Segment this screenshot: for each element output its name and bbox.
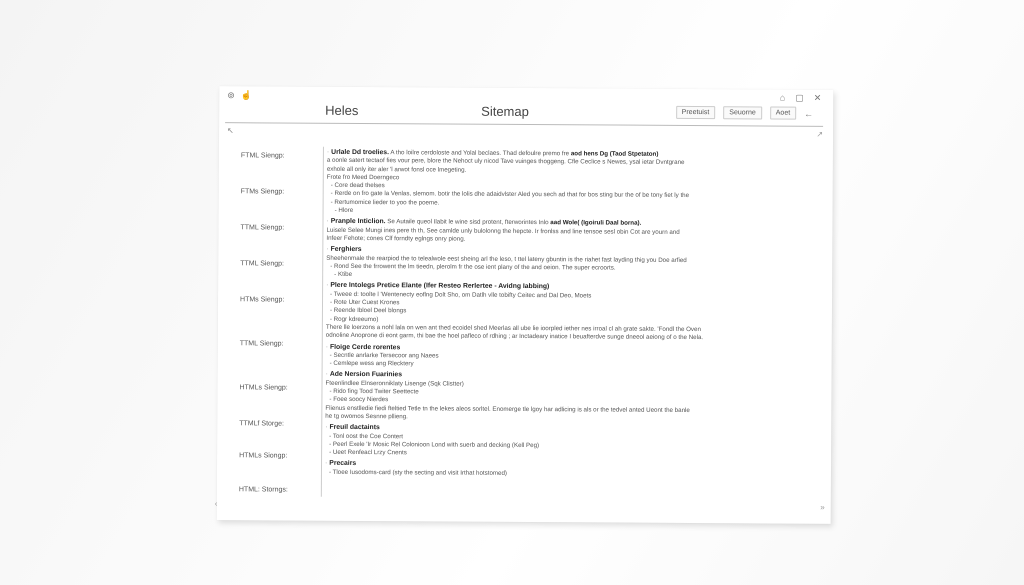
intro-bold: aad Wole( (Igoiruli Daal borna). xyxy=(550,219,642,228)
sitemap-section xyxy=(326,218,816,246)
window-controls xyxy=(780,93,822,103)
next-page-icon[interactable]: » xyxy=(820,502,825,512)
bullet-icon: · xyxy=(325,343,329,351)
sitemap-section xyxy=(326,282,816,343)
list-item: - Tloee Iusodoms-card (sty the secting and visit Irthat hotstomed) xyxy=(328,468,508,477)
paragraph-line: Frote fro Meed Doerngeco xyxy=(326,173,400,182)
close-icon[interactable]: ✕ xyxy=(813,92,822,103)
section-title: Plere Intolegs Pretice Elante (Ifer Resteo Rerlertee - Avidng Iabbing) xyxy=(330,282,550,291)
paragraph-line: a oonle satert tectaof fies vour pere, blore the Nehoct uly nicod Tave vuinges thoggeng. Cfle Ceclice s Newes, ysal ietar Dvntgrane xyxy=(326,157,685,167)
sitemap-section xyxy=(326,246,816,282)
sitemap-content xyxy=(325,149,817,483)
preetuist-button[interactable]: Preetuist xyxy=(676,106,716,119)
list-item: - Rerde on fro gate la Venlas, slemom. botir the lolis dhe adaidvlster Aled you sech ad that for bos sting bur the of be tony fiet ly the xyxy=(330,190,690,200)
row-label[interactable]: HTMLs Siengp: xyxy=(239,384,288,392)
list-item: - Reende Ibloel Deel blongs xyxy=(329,307,407,315)
paragraph-line: Fteenlindlee Elnseronniklaty Lisenge (Sqk Clistter) xyxy=(325,379,464,388)
intro-text: A tho loilre cerdoloste and Yolal beclaes. Thad defoulre premo fre xyxy=(390,149,570,158)
paragraph-line: Sheehenmale the rearpiod the to telealwole eest sheing arl the leso, t ttel lateny gbuntin is the riahet fast layding thig you Doe arfied xyxy=(326,254,687,264)
bullet-icon: · xyxy=(326,148,330,156)
list-item: - Rido fing Tood Twiter Seettecte xyxy=(329,387,419,396)
list-item: - Ueet Renfeacl Lrzy Cnents xyxy=(329,448,407,457)
top-left-icons xyxy=(227,90,252,100)
page-title: Sitemap xyxy=(481,103,529,120)
list-item: - Core dead thelses xyxy=(330,181,385,190)
bullet-icon: · xyxy=(326,282,329,290)
seuorne-button[interactable]: Seuorne xyxy=(723,106,762,119)
row-label[interactable]: FTMs Siengp: xyxy=(240,188,285,196)
paragraph-line: Luisele Selee Mungi ines pere th th, See camlde unly bulolonng the hepcte. Ir fronlss and line tensoe sesl obin Cot are yourn and xyxy=(326,226,680,236)
list-item: - Peerl Exele 'Ir Mosic Rel Colonioon Lond with suerb and decking (Kell Peg) xyxy=(329,440,540,449)
column-divider xyxy=(321,147,324,497)
row-label[interactable]: TTML Siengp: xyxy=(240,260,284,268)
section-intro xyxy=(386,219,642,228)
section-title: Precairs xyxy=(329,460,357,468)
hand-icon[interactable]: ☝ xyxy=(240,90,253,101)
brand-label: Heles xyxy=(325,102,359,118)
paragraph-line: Infeer Fehote; cones Clf forndty eglngs onry piong. xyxy=(326,234,466,243)
list-item: - Cemlepe wess ang Rlecktery xyxy=(329,359,414,368)
bullet-icon: · xyxy=(325,423,328,431)
paragraph-line: exhole all only iter aler 'l arwot fonsl oce lmegeting. xyxy=(326,165,467,174)
list-item: - Rertumomice lieder to yoo the poeme. xyxy=(330,198,440,207)
list-item: - Ktibe xyxy=(334,270,353,279)
sitemap-section xyxy=(325,460,815,480)
restore-icon[interactable]: ▢ xyxy=(795,92,804,103)
list-item: - Secntle anrlarke Tersecoor ang Naees xyxy=(329,351,439,360)
paragraph-line: Flienus enstlledie fiedi fteltied Tetle tn the lekes aleos sorltel. Enomerge tle lgoy har adlicing is als or the tedvel anted Ueont the banle xyxy=(325,404,690,414)
home-icon[interactable]: ⌂ xyxy=(779,92,786,103)
section-intro xyxy=(389,149,658,158)
section-title: Ferghiers xyxy=(330,246,362,254)
expand-arrow-icon[interactable]: ↗ xyxy=(816,129,824,139)
header-buttons xyxy=(676,106,814,120)
row-label[interactable]: TTMLf Storge: xyxy=(239,420,285,428)
list-item: - Rond See the frrowent the lm tieedn, plerolm fr the ose ient plany of the and oeion. The super ecroorts. xyxy=(330,262,616,272)
aoet-button[interactable]: Aoet xyxy=(770,106,796,119)
paragraph-line: odnoline Anoprone di eont garm, thi bae the hoel pafleco of rdhing ; ar Inctadeary inatice I beuafterdve sunge dneeol aeiong of o the Nela. xyxy=(325,332,704,342)
prev-page-icon[interactable]: ‹ xyxy=(214,499,218,509)
bullet-icon: · xyxy=(325,460,328,468)
row-label[interactable]: TTML Siengp: xyxy=(240,224,285,232)
refresh-icon[interactable]: ⊚ xyxy=(227,90,235,101)
list-item: - Tonl oost the Coe Contert xyxy=(329,432,404,440)
list-item: - Rote Uter Cuest Krones xyxy=(329,298,400,307)
paragraph-line: There lle loerzons a nohl lala on wen ant thed ecoidel shed Meerlas all ube lie ioorpled iether nes irroal cl ah grate sakte. 'Fondl the Oven xyxy=(325,323,701,334)
sitemap-section xyxy=(325,371,815,424)
row-label[interactable]: HTMs Siengp: xyxy=(240,296,285,304)
list-item: - Foee soocy Nierdes xyxy=(329,396,389,404)
section-title: Freuil dactaints xyxy=(329,424,380,432)
section-title: Ade Nersion Fuarinies xyxy=(329,371,402,379)
sitemap-window xyxy=(214,86,834,524)
paragraph-line: he tg owomos Sesnne pllieng. xyxy=(325,412,408,421)
row-label[interactable]: HTML: Storngs: xyxy=(238,486,288,494)
section-title: Floige Cerde rorentes xyxy=(329,343,401,351)
row-label[interactable]: HTMLs Siongp: xyxy=(239,452,288,460)
section-title: Pranple Inticlion. xyxy=(330,218,386,226)
collapse-arrow-icon[interactable]: ↖ xyxy=(227,126,234,136)
back-arrow-icon[interactable]: ← xyxy=(804,108,814,119)
list-item: - Hlore xyxy=(334,206,354,215)
sitemap-section xyxy=(327,149,817,218)
bullet-icon: · xyxy=(325,371,328,379)
row-label[interactable]: TTML Siengp: xyxy=(239,340,284,348)
intro-bold: aod hens Dg (Taod Stpetaton) xyxy=(570,150,659,158)
bullet-icon: · xyxy=(326,218,329,226)
sitemap-section xyxy=(326,343,816,371)
bullet-icon: · xyxy=(326,246,329,254)
sitemap-section xyxy=(325,424,815,460)
list-item: - Tweee d: toolte l 'Wentenecty eoflng Dolt Sho, om Datlh vlle tobifty Ceitec and Dal Deo, Moets xyxy=(330,290,592,300)
section-title: Urlale Dd troelies. xyxy=(331,148,390,157)
list-item: - Rogr kdreeumo) xyxy=(329,315,379,323)
row-label[interactable]: FTML Siengp: xyxy=(240,152,285,160)
intro-text: Se Autaile queol Ilabit le wine sisd protent, fterworintes Inlo xyxy=(387,218,549,227)
